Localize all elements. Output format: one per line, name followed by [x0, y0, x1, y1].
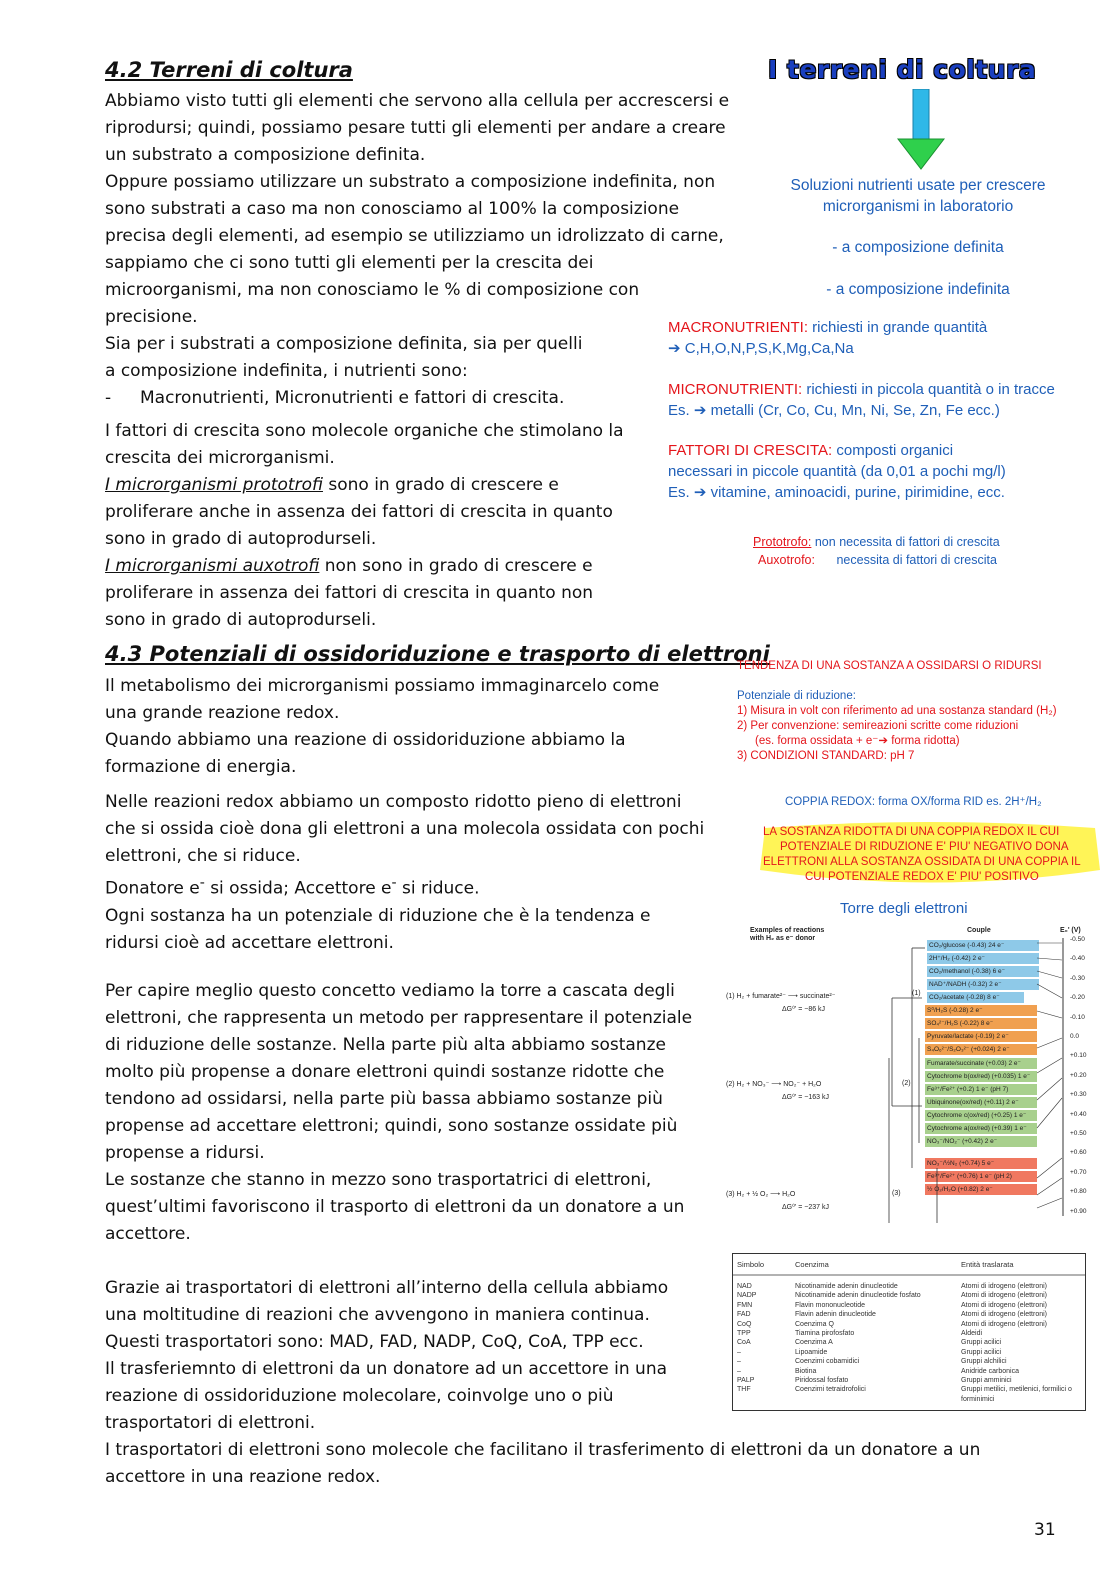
paragraph: Quando abbiamo una reazione di ossidoriduzione abbiamo la formazione di energia. [105, 730, 626, 777]
col-header-coenzima: Coenzima [795, 1260, 829, 1269]
es: Es. ➔ [668, 402, 707, 419]
tower-couple: CO₂/methanol (-0.38) 6 e⁻ [927, 966, 1039, 977]
definita-item: - a composizione definita [832, 239, 1004, 256]
paragraph: Il trasferiemnto di elettroni da un donatore ad un accettore in una reazione di ossidoriduzione molecolare, coinvolge uno o più trasportatori di elettroni. [105, 1359, 668, 1433]
e0-tick-label: +0.50 [1070, 1130, 1087, 1137]
hl-line4: CUI POTENZIALE REDOX E' PIU' POSITIVO [805, 871, 1039, 883]
paragraph-auxotrofi [105, 553, 635, 634]
bullet-item [105, 385, 745, 412]
text: Donatore e [105, 878, 200, 899]
tower-couple: NO₃⁻/½N₂ (+0.74) 5 e⁻ [925, 1158, 1037, 1169]
hl-line3: ELETTRONI ALLA SOSTANZA OSSIDATA DI UNA COPPIA IL [763, 856, 1081, 868]
tower-couple: Fumarate/succinate (+0.03) 2 e⁻ [925, 1058, 1037, 1069]
reaction-1: (1) H₂ + fumarate²⁻ ⟶ succinate²⁻ [726, 993, 836, 1000]
text: richiesti in piccola quantità o in tracce [806, 381, 1055, 398]
section2-body-mid [105, 978, 715, 1248]
table-cell: Atomi di idrogeno (elettroni) [961, 1292, 1047, 1300]
table-cell: CoA [737, 1339, 751, 1347]
table-cell: FMN [737, 1301, 753, 1309]
marker-3: (3) [892, 1190, 901, 1197]
table-row [733, 1329, 1085, 1338]
table-cell: Coenzimi cobamidici [795, 1358, 860, 1366]
tower-couple: Fe³⁺/Fe²⁺ (+0.76) 1 e⁻ (pH 2) [925, 1171, 1037, 1182]
e0-header: E₀' (V) [1060, 927, 1081, 934]
prototrofo-def [753, 533, 1000, 551]
paragraph-donatore [105, 870, 715, 903]
e0-tick-label: -0.40 [1070, 955, 1085, 963]
tower-couple: Cytochrome c(ox/red) (+0.25) 1 e⁻ [925, 1110, 1037, 1121]
table-cell: Atomi di idrogeno (elettroni) [961, 1283, 1047, 1290]
fattori-di-crescita [668, 440, 1006, 503]
paragraph: Grazie ai trasportatori di elettroni all’interno della cellula abbiamo una moltitudine di reazioni che avvengono in maniera continua. [105, 1278, 669, 1325]
couple-header: Couple [967, 927, 991, 934]
table-cell: NAD [737, 1283, 752, 1290]
table-cell: NADP [737, 1292, 757, 1300]
table-cell: Coenzimi tetraidrofolici [795, 1386, 866, 1394]
figure-tendenza-redox [735, 655, 1105, 895]
pot-label: Potenziale di riduzione: [737, 690, 856, 702]
macronutrienti [668, 317, 987, 359]
table-cell: TPP [737, 1330, 751, 1337]
tower-couple: 2H⁺/H₂ (-0.42) 2 e⁻ [927, 953, 1039, 964]
section-heading-terreni: 4.2 Terreni di coltura [105, 58, 353, 82]
paragraph: Abbiamo visto tutti gli elementi che servono alla cellula per accrescersi e riprodursi; quindi, possiamo pesare tutti gli elementi per andare a creare un substrato a composizione definita. [105, 91, 730, 165]
e0-tick-label: +0.30 [1070, 1091, 1087, 1099]
text: si ossida; Accettore e [204, 878, 392, 899]
table-cell: Piridossal fosfato [795, 1377, 849, 1384]
table-rule [733, 1274, 1085, 1278]
section-heading-ossidoriduzione: 4.3 Potenziali di ossidoriduzione e trasporto di elettroni [105, 642, 770, 666]
table-cell: Flavin adenin dinucleotide [795, 1311, 876, 1319]
paragraph: Ogni sostanza ha un potenziale di riduzione che è la tendenza e ridursi cioè ad accettare elettroni. [105, 905, 651, 953]
label: Auxotrofo: [758, 553, 815, 567]
table-cell: THF [737, 1386, 751, 1394]
tower-couple: S₄O₆²⁻/S₂O₃²⁻ (+0.024) 2 e⁻ [925, 1044, 1037, 1055]
table-cell: Atomi di idrogeno (elettroni) [961, 1301, 1047, 1309]
figure-title: I terreni di coltura [768, 55, 1037, 84]
e0-tick-label: +0.10 [1070, 1052, 1087, 1060]
tower-couple: S⁰/H₂S (-0.28) 2 e⁻ [925, 1005, 1037, 1016]
table-cell: PALP [737, 1377, 755, 1384]
section1-body [105, 88, 745, 634]
table-cell: – [737, 1348, 741, 1356]
bullet-dash: - [105, 388, 112, 408]
label: MICRONUTRIENTI: [668, 381, 803, 398]
e0-tick-label: 0.0 [1070, 1033, 1080, 1040]
table-cell: Biotina [795, 1367, 817, 1375]
reaction-2: (2) H₂ + NO₃⁻ ⟶ NO₂⁻ + H₂O [726, 1081, 822, 1088]
coppia-redox: COPPIA REDOX: forma OX/forma RID es. 2H⁺/H₂ [785, 796, 1042, 808]
paragraph: I fattori di crescita sono molecole organiche che stimolano la crescita dei microrganismi. [105, 421, 624, 468]
table-cell: Nicotinamide adenin dinucleotide fosfato [795, 1292, 921, 1300]
term-prototrofi: I microrganismi prototrofi [105, 475, 323, 495]
paragraph: Il metabolismo dei microrganismi possiamo immaginarcelo come una grande reazione redox. [105, 676, 660, 723]
marker-1: (1) [912, 990, 921, 997]
table-cell: Coenzima Q [795, 1320, 834, 1328]
table-row [733, 1310, 1085, 1319]
term-auxotrofi: I microrganismi auxotrofi [105, 556, 320, 576]
text: si riduce. [396, 878, 480, 899]
table-cell: Atomi di idrogeno (elettroni) [961, 1320, 1047, 1328]
table-row [733, 1301, 1085, 1310]
e0-tick-label: +0.80 [1070, 1188, 1087, 1196]
sup: - [391, 875, 397, 891]
indefinita-item: - a composizione indefinita [826, 281, 1010, 298]
table-cell: – [737, 1358, 741, 1366]
figure-terreni-di-coltura [668, 55, 1098, 575]
table-row [733, 1291, 1085, 1300]
paragraph: Sia per i substrati a composizione definita, sia per quelli a composizione indefinita, i nutrienti sono: [105, 334, 583, 381]
paragraph: Per capire meglio questo concetto vediamo la torre a cascata degli elettroni, che rappresenta un metodo per rappresentare il potenziale di riduzione delle sostanze. Nella parte più alta abbiamo sostanze molto più propense a donare elettroni quindi sostanze ridotte che tendono ad ossidarsi, nella parte più bassa abbiamo sostanze più propense ad accettare elettroni; quindi, sono sostanze ossidate più propense a ridursi. [105, 981, 693, 1163]
e0-tick-label: +0.40 [1070, 1110, 1087, 1118]
table-cell: Flavin mononucleotide [795, 1301, 866, 1309]
table-row [733, 1348, 1085, 1357]
paragraph-prototrofi [105, 472, 650, 553]
table-cell: Gruppi acilici [961, 1348, 1002, 1356]
table-row [733, 1376, 1085, 1385]
text: necessari in piccole quantità (da 0,01 a pochi mg/l) [668, 463, 1006, 480]
tower-couple: NAD⁺/NADH (-0.32) 2 e⁻ [927, 979, 1039, 990]
text: non sono in grado di crescere e proliferare in assenza dei fattori di crescita in quanto non sono in grado di autoprodurseli. [105, 556, 594, 630]
item1: 1) Misura in volt con riferimento ad una sostanza standard (H₂) [737, 705, 1057, 717]
tower-couple: CO₂/glucose (-0.43) 24 e⁻ [927, 940, 1039, 951]
coenzyme-table [732, 1253, 1086, 1411]
table-cell: Gruppi amminici [961, 1377, 1012, 1384]
text: non necessita di fattori di crescita [814, 535, 1000, 549]
figure-subtitle: Soluzioni nutrienti usate per crescere microrganismi in laboratorio [790, 177, 1046, 215]
tower-couple: Cytochrome a(ox/red) (+0.39) 1 e⁻ [925, 1123, 1037, 1134]
item3: 3) CONDIZIONI STANDARD: pH 7 [737, 750, 915, 762]
label: Prototrofo: [753, 535, 812, 549]
tower-couple: Cytochrome b(ox/red) (+0.035) 1 e⁻ [925, 1071, 1037, 1082]
hl-line2: POTENZIALE DI RIDUZIONE E' PIU' NEGATIVO DONA [780, 841, 1069, 853]
label: MACRONUTRIENTI: [668, 319, 808, 336]
item2b: (es. forma ossidata + e⁻➔ forma ridotta) [755, 735, 960, 747]
paragraph: Questi trasportatori sono: MAD, FAD, NADP, CoQ, CoA, TPP ecc. [105, 1332, 644, 1352]
section2-body-top [105, 673, 715, 957]
table-row [733, 1338, 1085, 1347]
table-cell: CoQ [737, 1320, 752, 1328]
bullet-text: Macronutrienti, Micronutrienti e fattori di crescita. [140, 388, 565, 408]
table-cell: Coenzima A [795, 1339, 833, 1347]
table-cell: – [737, 1367, 741, 1375]
tower-couple: SO₄²⁻/H₂S (-0.22) 8 e⁻ [925, 1018, 1037, 1029]
text: richiesti in grande quantità [812, 319, 988, 336]
down-arrow-icon [896, 89, 946, 171]
table-cell: Lipoamide [795, 1348, 828, 1356]
fig2-title: TENDENZA DI UNA SOSTANZA A OSSIDARSI O RIDURSI [737, 660, 1042, 672]
tower-couple: CO₂/acetate (-0.28) 8 e⁻ [927, 992, 1024, 1003]
examples-header: Examples of reactions with H₂ as e⁻ donor [750, 927, 825, 942]
e0-tick-label: +0.20 [1070, 1071, 1087, 1079]
paragraph: I trasportatori di elettroni sono molecole che facilitano il trasferimento di elettroni da un donatore a un accettore in una reazione redox. [105, 1440, 981, 1487]
reaction-3-dg: ΔG⁰' = −237 kJ [782, 1204, 829, 1211]
e0-tick-label: +0.70 [1070, 1168, 1087, 1176]
reaction-2-dg: ΔG⁰' = −163 kJ [782, 1094, 829, 1101]
label: FATTORI DI CRESCITA: [668, 442, 833, 459]
tower-title: Torre degli elettroni [840, 900, 968, 917]
tower-couple: NO₃⁻/NO₂⁻ (+0.42) 2 e⁻ [925, 1136, 1037, 1147]
table-cell: Atomi di idrogeno (elettroni) [961, 1311, 1047, 1319]
table-cell: Tiamina pirofosfato [795, 1330, 855, 1337]
hl-line1: LA SOSTANZA RIDOTTA DI UNA COPPIA REDOX IL CUI [763, 826, 1060, 838]
text: sono in grado di crescere e proliferare anche in assenza dei fattori di crescita in quanto sono in grado di autoprodurseli. [105, 475, 613, 549]
e0-tick-label: -0.50 [1070, 936, 1085, 943]
e0-tick-label: -0.10 [1070, 1013, 1085, 1021]
table-row [733, 1320, 1085, 1329]
table-cell: Anidride carbonica [961, 1367, 1019, 1375]
reaction-3: (3) H₂ + ½ O₂ ⟶ H₂O [726, 1191, 796, 1198]
paragraph: Le sostanze che stanno in mezzo sono trasportatrici di elettroni, quest’ultimi favoriscono il trasporto di elettroni da un donatore a un accettore. [105, 1170, 685, 1244]
table-row [733, 1357, 1085, 1366]
table-cell: Gruppi metilici, metilenici, formilici o forminimici [961, 1386, 1072, 1403]
e0-tick-label: -0.20 [1070, 994, 1085, 1002]
es: Es. ➔ [668, 484, 707, 501]
e0-tick-label: +0.60 [1070, 1149, 1087, 1157]
list: vitamine, aminoacidi, purine, pirimidine, ecc. [710, 484, 1005, 501]
reaction-1-dg: ΔG⁰' = −86 kJ [782, 1006, 826, 1013]
text: necessita di fattori di crescita [836, 553, 997, 567]
sup: - [199, 875, 205, 891]
table-cell: Aldeidi [961, 1330, 983, 1337]
text: composti organici [836, 442, 954, 459]
tower-couple: Pyruvate/lactate (-0.19) 2 e⁻ [925, 1031, 1037, 1042]
col-header-simbolo: Simbolo [737, 1260, 765, 1269]
paragraph: Oppure possiamo utilizzare un substrato a composizione indefinita, non sono substrati a caso ma non conosciamo al 100% la composizione precisa degli elementi, ad esempio se utilizziamo un idrolizzato di carne, sappiamo che ci sono tutti gli elementi per la crescita dei microorganismi, ma non conosciamo le % di composizione con precisione. [105, 172, 724, 327]
tower-couple: Fe³⁺/Fe²⁺ (+0.2) 1 e⁻ (pH 7) [925, 1084, 1037, 1095]
e0-tick-label: -0.30 [1070, 974, 1085, 982]
list: ➔ C,H,O,N,P,S,K,Mg,Ca,Na [668, 340, 854, 357]
electron-tower [722, 900, 1107, 1225]
tower-connectors [887, 938, 1067, 1223]
table-cell: Nicotinamide adenin dinucleotide [795, 1283, 898, 1290]
item2: 2) Per convenzione: semireazioni scritte come riduzioni [737, 720, 1019, 732]
table-row [733, 1282, 1085, 1291]
table-cell: Gruppi alchilici [961, 1358, 1007, 1366]
tower-couple: Ubiquinone(ox/red) (+0.11) 2 e⁻ [925, 1097, 1037, 1108]
marker-2: (2) [902, 1080, 911, 1087]
micronutrienti [668, 379, 1055, 421]
tower-couple: ½ O₂/H₂O (+0.82) 2 e⁻ [925, 1184, 1037, 1195]
table-row [733, 1367, 1085, 1376]
table-cell: FAD [737, 1311, 751, 1319]
e0-tick-label: +0.90 [1070, 1207, 1087, 1215]
table-cell: Gruppi acilici [961, 1339, 1002, 1347]
auxotrofo-def [758, 551, 997, 569]
list: metalli (Cr, Co, Cu, Mn, Ni, Se, Zn, Fe ecc.) [710, 402, 1000, 419]
paragraph: Nelle reazioni redox abbiamo un composto ridotto pieno di elettroni che si ossida cioè dona gli elettroni a una molecola ossidata con pochi elettroni, che si riduce. [105, 792, 705, 866]
col-header-entita: Entità traslarata [961, 1260, 1014, 1269]
table-row [733, 1385, 1085, 1403]
page-number: 31 [1034, 1520, 1056, 1540]
